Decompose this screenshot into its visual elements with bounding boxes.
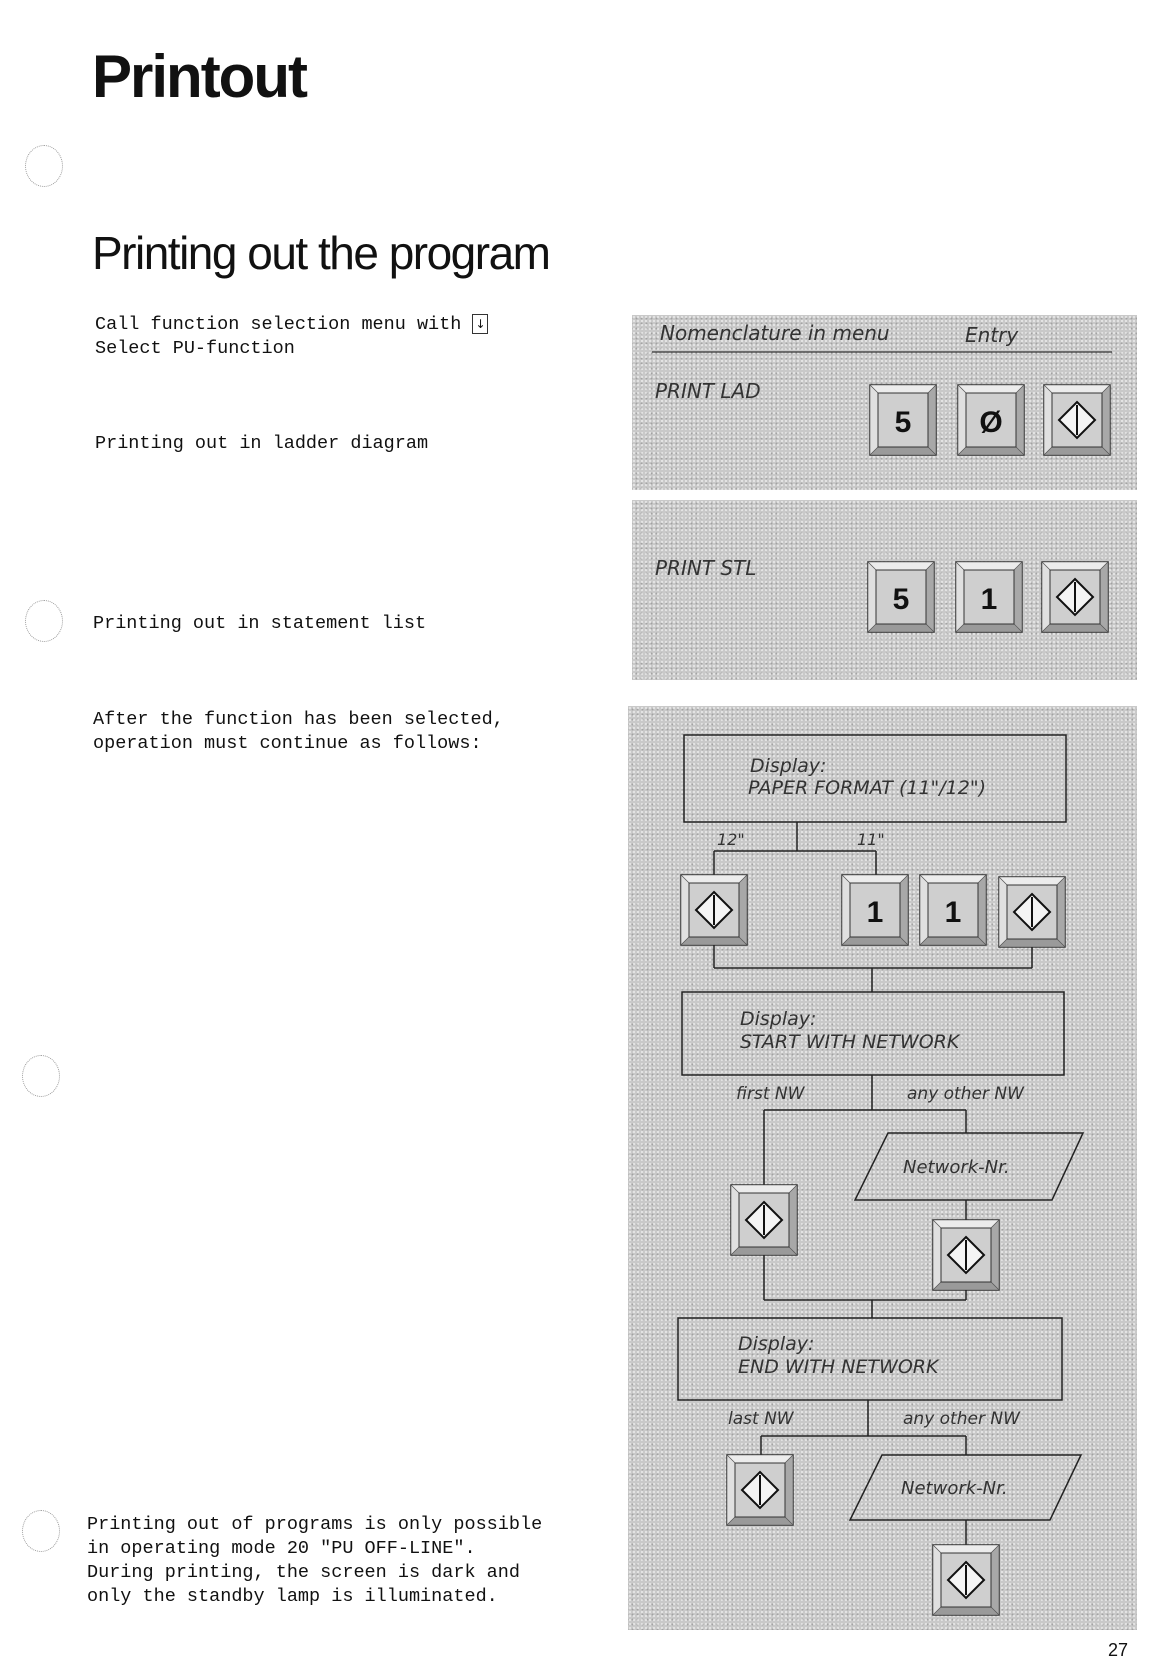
enter-diamond-icon[interactable] — [727, 1455, 793, 1525]
note-line-4: only the standby lamp is illuminated. — [87, 1586, 498, 1607]
display-text-start-network: START WITH NETWORK — [740, 1031, 960, 1053]
branch-label-11: 11" — [857, 830, 885, 849]
svg-text:5: 5 — [892, 583, 910, 616]
instruction-after-select-2: operation must continue as follows: — [93, 733, 482, 754]
network-number-label: Network-Nr. — [903, 1157, 1010, 1178]
key-5[interactable] — [870, 385, 936, 455]
svg-text:Ø: Ø — [979, 406, 1003, 439]
enter-diamond-icon[interactable] — [933, 1220, 999, 1290]
display-label: Display: — [738, 1333, 815, 1355]
enter-diamond-icon[interactable] — [731, 1185, 797, 1255]
key-1[interactable] — [842, 875, 908, 945]
enter-diamond-icon[interactable] — [681, 875, 747, 945]
header-nomenclature: Nomenclature in menu — [660, 321, 890, 345]
branch-label-12: 12" — [717, 830, 745, 849]
note-line-3: During printing, the screen is dark and — [87, 1562, 520, 1583]
display-text-end-network: END WITH NETWORK — [738, 1356, 939, 1378]
branch-label-first-nw: first NW — [736, 1084, 805, 1104]
page-title: Printout — [92, 43, 306, 110]
label-statement-list: Printing out in statement list — [93, 613, 427, 634]
enter-diamond-icon[interactable] — [999, 877, 1065, 947]
header-entry: Entry — [965, 323, 1019, 347]
key-1[interactable] — [956, 562, 1022, 632]
branch-label-any-other-nw: any other NW — [903, 1409, 1020, 1429]
network-number-label: Network-Nr. — [901, 1478, 1008, 1499]
svg-text:1: 1 — [980, 583, 998, 616]
menu-row-print-lad: PRINT LAD — [655, 379, 761, 403]
svg-text:5: 5 — [894, 406, 912, 439]
down-arrow-key-icon: ↓ — [472, 314, 488, 334]
enter-diamond-icon[interactable] — [1042, 562, 1108, 632]
enter-diamond-icon[interactable] — [933, 1545, 999, 1615]
display-text-paper-format: PAPER FORMAT (11"/12") — [748, 777, 987, 799]
page-number: 27 — [1108, 1640, 1129, 1660]
svg-text:1: 1 — [944, 896, 962, 929]
key-5[interactable] — [868, 562, 934, 632]
display-label: Display: — [750, 755, 827, 777]
section-title: Printing out the program — [92, 227, 550, 279]
instruction-after-select-1: After the function has been selected, — [93, 709, 504, 730]
key-1[interactable] — [920, 875, 986, 945]
note-line-1: Printing out of programs is only possible — [87, 1514, 543, 1535]
branch-label-any-other-nw: any other NW — [907, 1084, 1024, 1104]
instruction-text: Call function selection menu with — [95, 314, 462, 335]
note-line-2: in operating mode 20 "PU OFF-LINE". — [87, 1538, 476, 1559]
branch-label-last-nw: last NW — [728, 1409, 794, 1429]
instruction-select-pu: Select PU-function — [95, 338, 295, 359]
display-label: Display: — [740, 1008, 817, 1030]
label-ladder-diagram: Printing out in ladder diagram — [95, 433, 429, 454]
menu-row-print-stl: PRINT STL — [655, 556, 757, 580]
key-0[interactable] — [958, 385, 1024, 455]
enter-diamond-icon[interactable] — [1044, 385, 1110, 455]
svg-text:1: 1 — [866, 896, 884, 929]
